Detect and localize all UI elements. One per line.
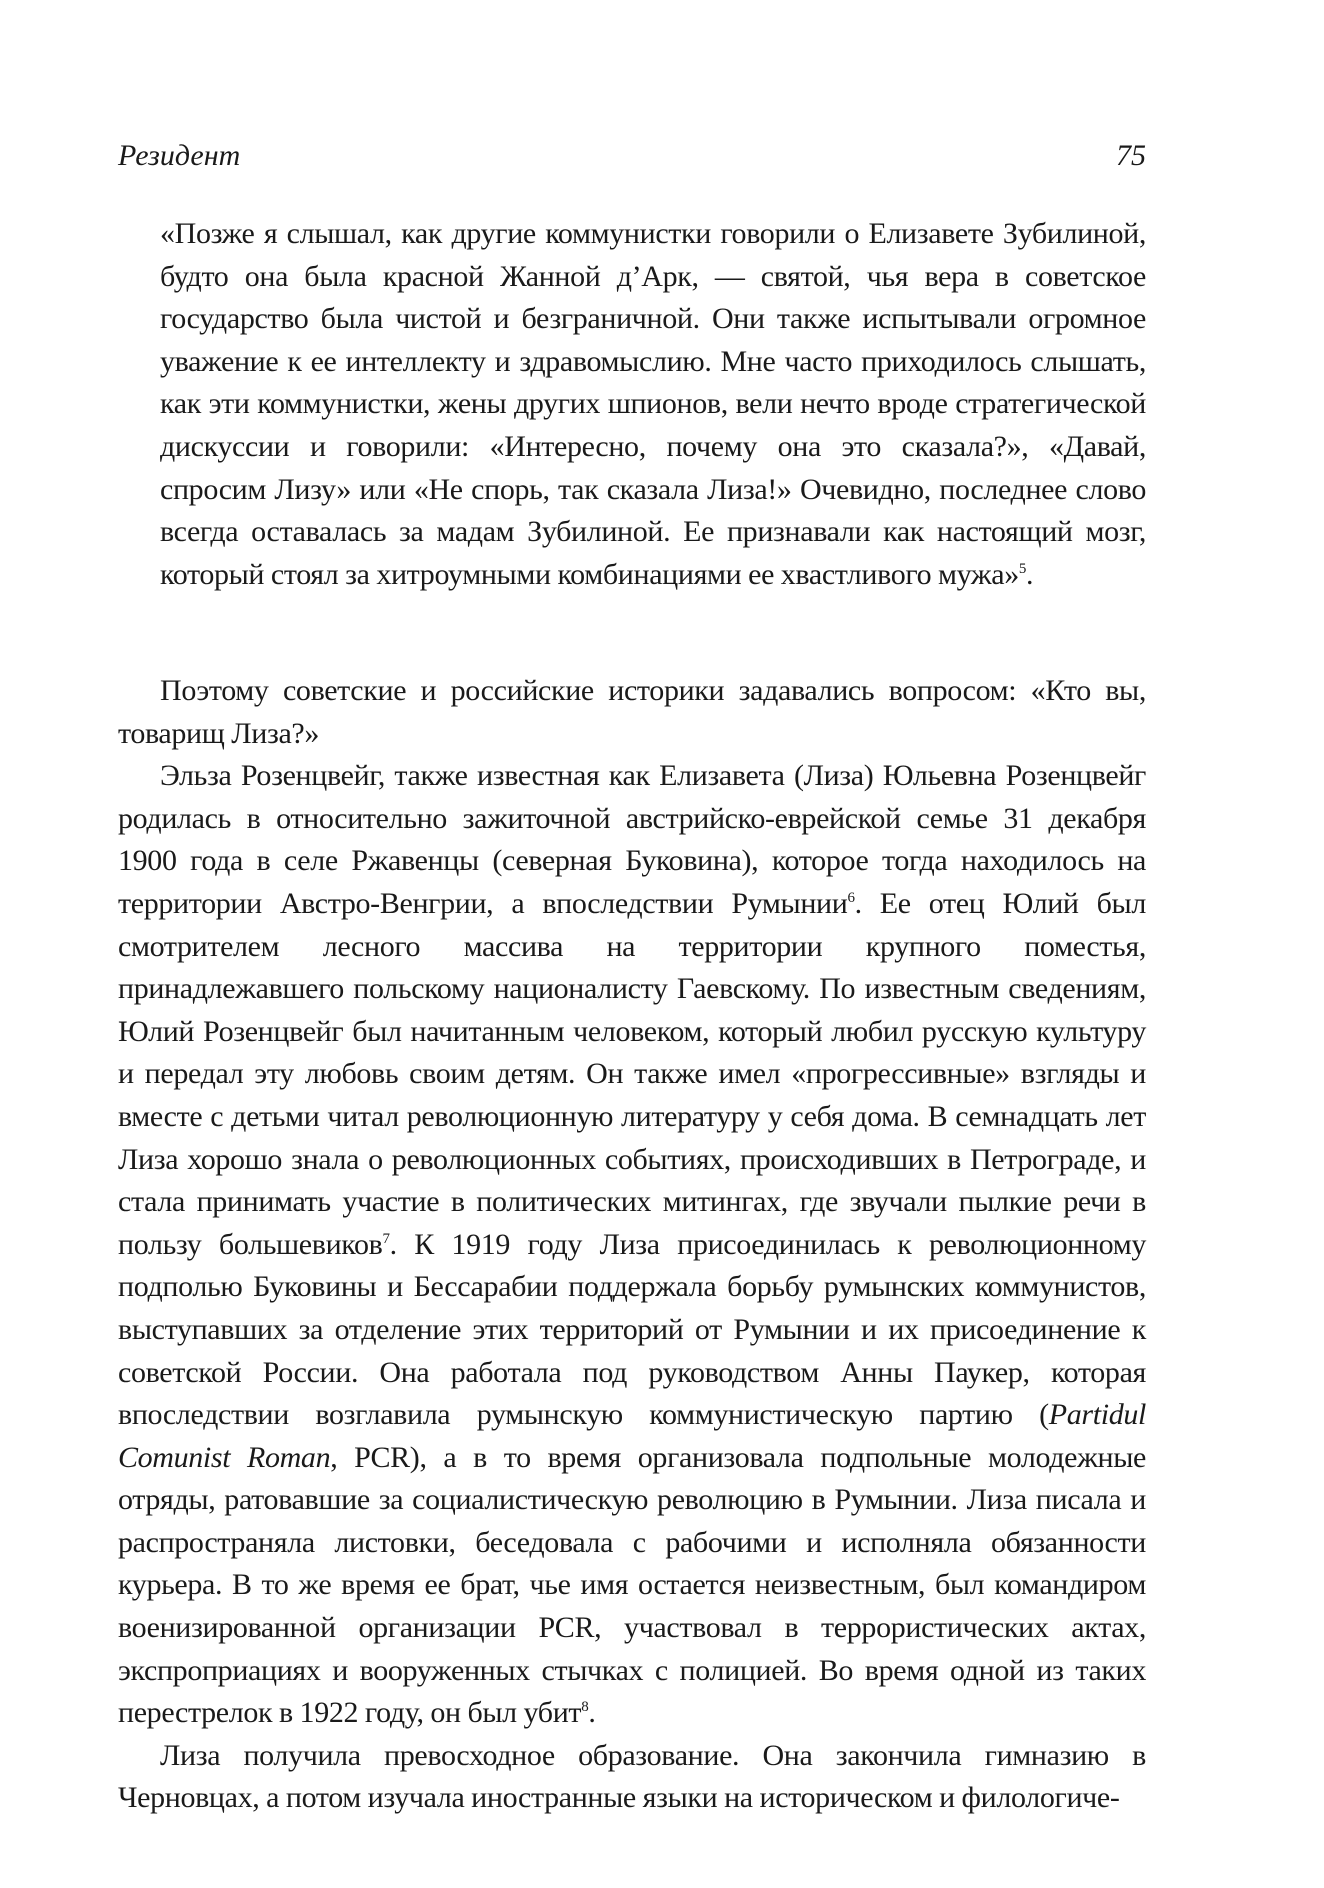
footnote-ref-8: 8: [581, 1699, 589, 1716]
page-number: 75: [1116, 139, 1146, 172]
quote-text: «Позже я слышал, как другие коммунистки говорили о Елизавете Зубилиной, будто она была красной Жанной д’Арк, — святой, чья вера в советское государство была чистой и безграничной. Они также испытывали огромное уважение к ее интеллекту и здравомыслию. Мне часто приходилось слышать, как эти коммунистки, жены других шпионов, вели нечто вроде стратегической дискуссии и говорили: «Интересно, почему она это сказала?», «Давай, спросим Лизу» или «Не спорь, так сказала Лиза!» Очевидно, последнее слово всегда оставалась за мадам Зубилиной. Ее признавали как настоящий мозг, который стоял за хитроумными комбинациями ее хвастливого мужа»: [160, 217, 1146, 591]
body-text: [118, 670, 1146, 1820]
paragraph-3: Лиза получила превосходное образование. Она закончила гимназию в Черновцах, а потом изучала иностранные языки на историческом и филологиче-: [118, 1738, 1146, 1815]
paragraph-2-part-4: , PCR), а в то время организовала подпольные молодежные отряды, ратовавшие за социалистическую революцию в Румынии. Лиза писала и распространяла листовки, беседовала с рабочими и исполняла обязанности курьера. В то же время ее брат, чье имя остается неизвестным, был командиром военизированной организации PCR, участвовал в террористических актах, экспроприациях и вооруженных стычках с полицией. Во время одной из таких перестрелок в 1922 году, он был убит: [118, 1440, 1146, 1730]
paragraph-2: [118, 755, 1146, 1735]
footnote-ref-5: 5: [1018, 560, 1027, 577]
block-quote: [160, 213, 1146, 596]
quote-paragraph: [160, 213, 1146, 596]
quote-end: .: [1026, 557, 1034, 591]
footnote-ref-6: 6: [847, 889, 855, 906]
paragraph-1: Поэтому советские и российские историки задавались вопросом: «Кто вы, товарищ Лиза?»: [118, 674, 1146, 750]
party-name-italic: Partidul Comunist Roman: [118, 1398, 1146, 1474]
running-header: [118, 136, 1146, 176]
footnote-ref-7: 7: [382, 1230, 390, 1247]
paragraph-2-part-1: Эльза Розенцвейг, также известная как Елизавета (Лиза) Юльевна Розенцвейг родилась в относительно зажиточной австрийско-еврейской семье 31 декабря 1900 года в селе Ржавенцы (северная Буковина), которое тогда находилось на территории Австро-Венгрии, а впоследствии Румынии: [118, 759, 1146, 920]
paragraph-2-part-2: . Ее отец Юлий был смотрителем лесного массива на территории крупного поместья, принадлежавшего польскому националисту Гаевскому. По известным сведениям, Юлий Розенцвейг был начитанным человеком, который любил русскую культуру и передал эту любовь своим детям. Он также имел «прогрессивные» взгляды и вместе с детьми читал революционную литературу у себя дома. В семнадцать лет Лиза хорошо знала о революционных событиях, происходивших в Петрограде, и стала принимать участие в политических митингах, где звучали пылкие речи в пользу большевиков: [118, 886, 1146, 1261]
paragraph-2-part-3: . К 1919 году Лиза присоединилась к революционному подполью Буковины и Бессарабии поддержала борьбу румынских коммунистов, выступавших за отделение этих территорий от Румынии и их присоединение к советской России. Она работала под руководством Анны Паукер, которая впоследствии возглавила румынскую коммунистическую партию (: [118, 1227, 1146, 1432]
paragraph-2-part-5: .: [588, 1696, 596, 1730]
running-title: Резидент: [118, 139, 241, 172]
